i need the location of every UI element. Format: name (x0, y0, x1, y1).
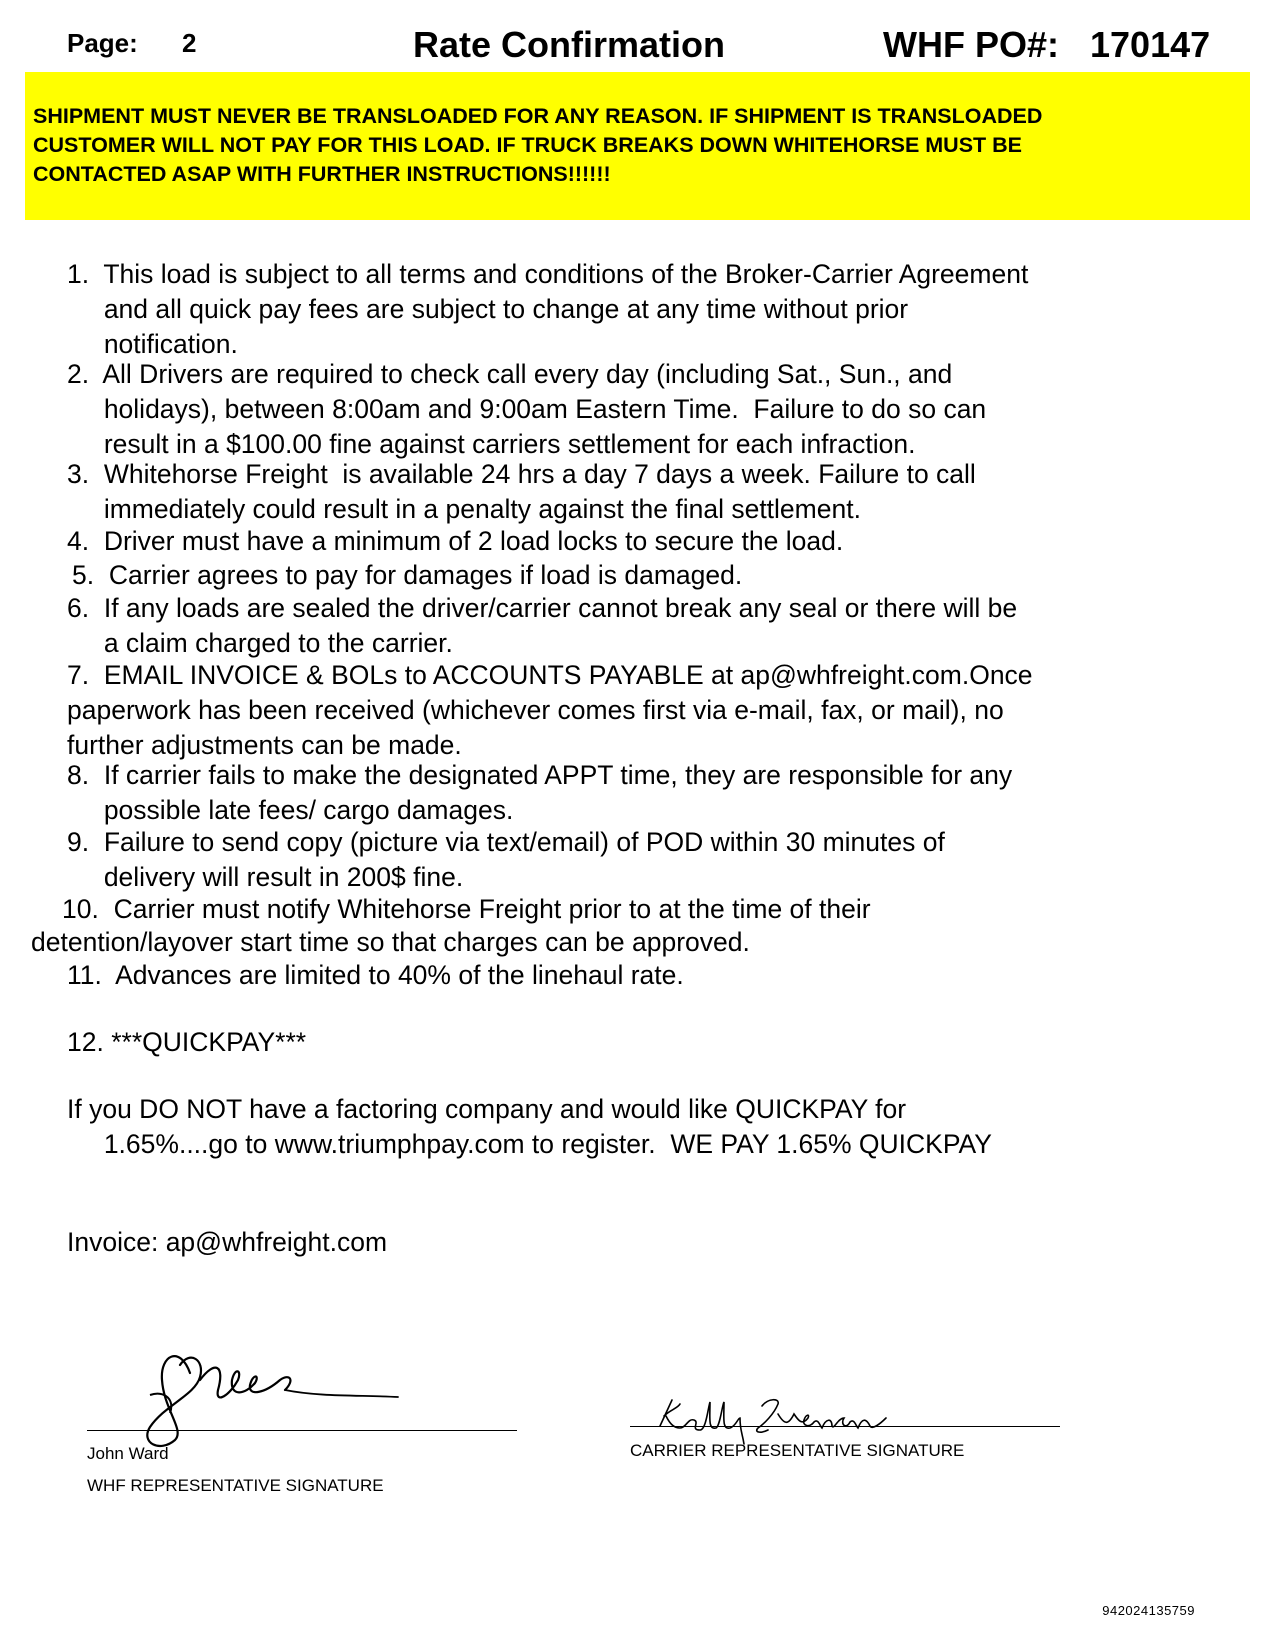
carrier-signature-scribble (650, 1388, 890, 1448)
term-item-3: 3. Whitehorse Freight is available 24 hrs a day 7 days a week. Failure to call immediately could result in a penalty against the final settlement. (67, 459, 976, 524)
page-number: 2 (182, 28, 197, 58)
term-item-6: 6. If any loads are sealed the driver/carrier cannot break any seal or there will be a claim charged to the carrier. (67, 593, 1018, 658)
term-item-10-continued: detention/layover start time so that charges can be approved. (31, 927, 750, 957)
term-item-12: 12. ***QUICKPAY*** (67, 1027, 307, 1057)
document-title: Rate Confirmation (413, 24, 726, 65)
term-item-9: 9. Failure to send copy (picture via text/email) of POD within 30 minutes of delivery will result in 200$ fine. (67, 827, 945, 892)
carrier-signature-line (630, 1426, 1060, 1427)
term-item-2: 2. All Drivers are required to check call every day (including Sat., Sun., and holidays), between 8:00am and 9:00am Eastern Time. Failure to do so can result in a $100.00 fine against carriers settlement for each infraction. (67, 359, 987, 459)
invoice-email: Invoice: ap@whfreight.com (67, 1227, 388, 1257)
quickpay-paragraph: If you DO NOT have a factoring company and would like QUICKPAY for 1.65%....go to www.triumphpay.com to register. WE PAY 1.65% QUICKPAY (67, 1094, 992, 1159)
document-id: 942024135759 (1102, 1603, 1195, 1618)
po-number: 170147 (1090, 24, 1211, 65)
whf-signature-line (87, 1430, 517, 1431)
term-item-10: 10. Carrier must notify Whitehorse Freight prior to at the time of their (62, 894, 871, 924)
page-label: Page: (67, 28, 138, 58)
term-item-1: 1. This load is subject to all terms and conditions of the Broker-Carrier Agreement and all quick pay fees are subject to change at any time without prior notification. (67, 259, 1029, 359)
term-item-7: 7. EMAIL INVOICE & BOLs to ACCOUNTS PAYABLE at ap@whfreight.com.Once paperwork has been received (whichever comes first via e-mail, fax, or mail), no further adjustments can be made. (67, 660, 1033, 760)
whf-signature-scribble (120, 1335, 420, 1455)
transload-warning-banner (25, 72, 1250, 220)
warning-text: SHIPMENT MUST NEVER BE TRANSLOADED FOR ANY REASON. IF SHIPMENT IS TRANSLOADED CUSTOMER WILL NOT PAY FOR THIS LOAD. IF TRUCK BREAKS DOWN WHITEHORSE MUST BE CONTACTED ASAP WITH FURTHER INSTRUCTIONS!!!!!! (33, 104, 1043, 186)
whf-rep-name: John Ward (87, 1444, 169, 1463)
po-label: WHF PO#: (883, 24, 1059, 65)
term-item-4: 4. Driver must have a minimum of 2 load locks to secure the load. (67, 526, 844, 556)
whf-signature-label: WHF REPRESENTATIVE SIGNATURE (87, 1476, 384, 1495)
term-item-5: 5. Carrier agrees to pay for damages if load is damaged. (72, 560, 743, 590)
term-item-11: 11. Advances are limited to 40% of the linehaul rate. (67, 960, 684, 990)
term-item-8: 8. If carrier fails to make the designated APPT time, they are responsible for any possible late fees/ cargo damages. (67, 760, 1013, 825)
carrier-signature-label: CARRIER REPRESENTATIVE SIGNATURE (630, 1441, 965, 1460)
